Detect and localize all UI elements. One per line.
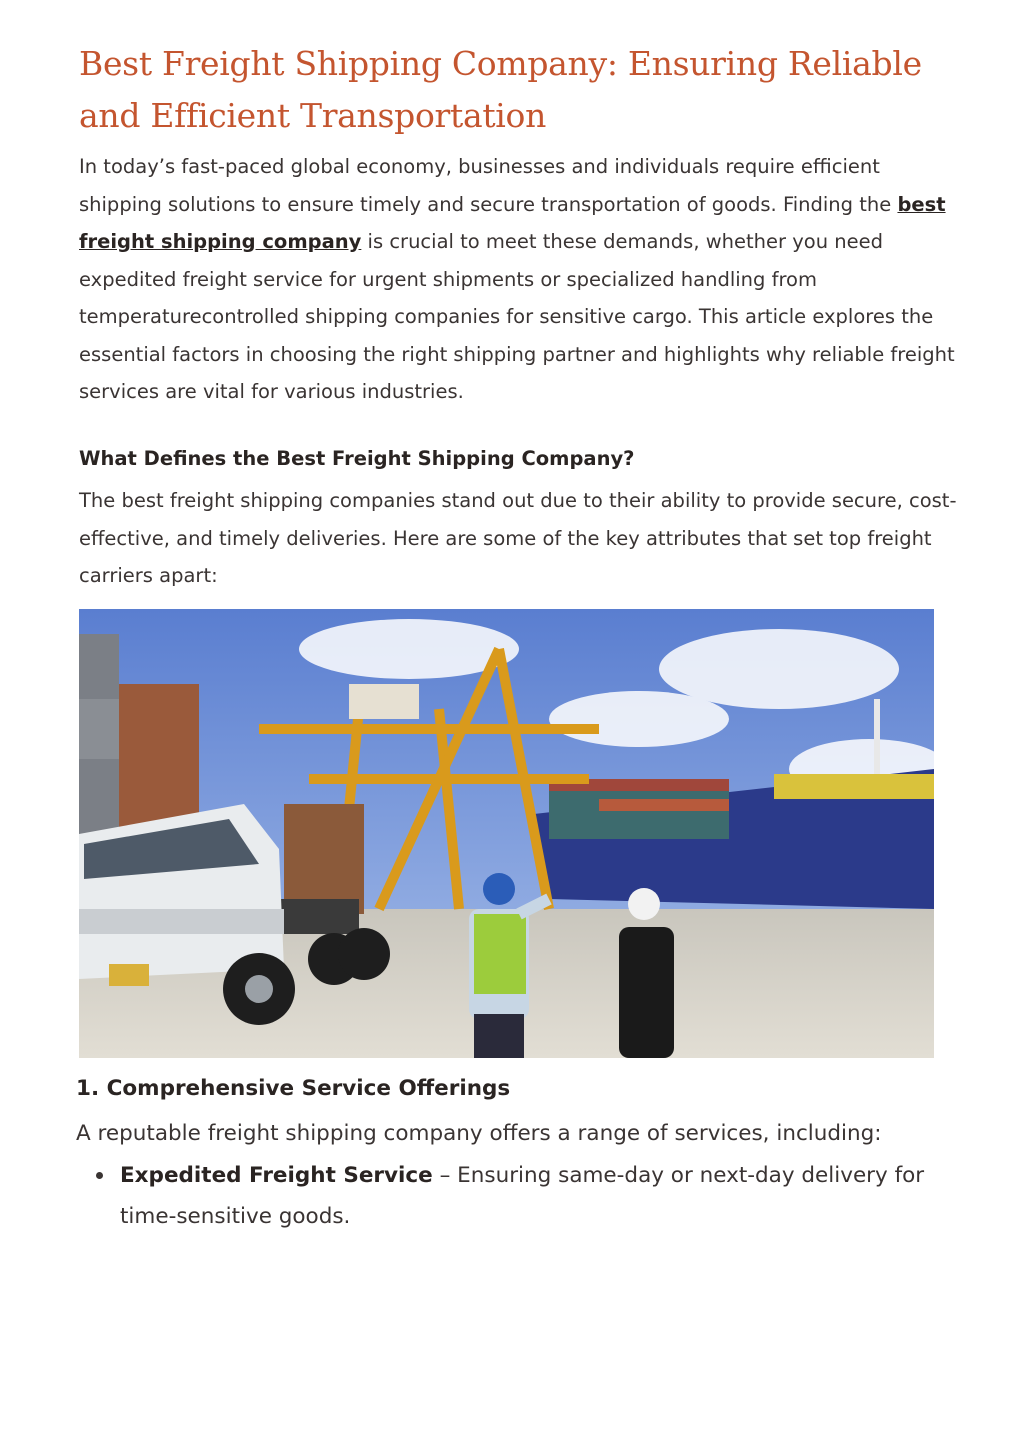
services-list bbox=[76, 1155, 956, 1237]
crane-cabin bbox=[349, 684, 419, 719]
port-photo bbox=[79, 609, 934, 1058]
section-paragraph: The best freight shipping companies stand out due to their ability to provide secure, cost-effective, and timely deliveries. Here are some of the key attributes that set top freight carriers apart: bbox=[79, 489, 957, 587]
intro-paragraph bbox=[79, 148, 959, 411]
offers-paragraph: A reputable freight shipping company offers a range of services, including: bbox=[76, 1121, 882, 1146]
list-item bbox=[76, 1155, 956, 1237]
intro-text-before: In today’s fast-paced global economy, businesses and individuals require efficient shipping solutions to ensure timely and secure transportation of goods. Finding the bbox=[79, 155, 898, 216]
bullet-icon bbox=[96, 1172, 103, 1179]
best-freight-link[interactable]: best freight shipping company bbox=[79, 192, 946, 253]
subheading: 1. Comprehensive Service Offerings bbox=[76, 1076, 511, 1101]
article-title: Best Freight Shipping Company: Ensuring Reliable and Efficient Transportation bbox=[79, 44, 922, 135]
intro-text-after: is crucial to meet these demands, whether you need expedited freight service for urgent shipments or specialized handling from temperaturecontrolled shipping companies for sensitive cargo. This article explores the essential factors in choosing the right shipping partner and highlights why reliable freight services are vital for various industries. bbox=[79, 230, 955, 403]
port-illustration bbox=[79, 609, 934, 1058]
bullet-description: – Ensuring same-day or next-day delivery for time-sensitive goods. bbox=[120, 1163, 925, 1229]
section-heading: What Defines the Best Freight Shipping Company? bbox=[79, 447, 635, 470]
bullet-term: Expedited Freight Service bbox=[120, 1163, 433, 1188]
